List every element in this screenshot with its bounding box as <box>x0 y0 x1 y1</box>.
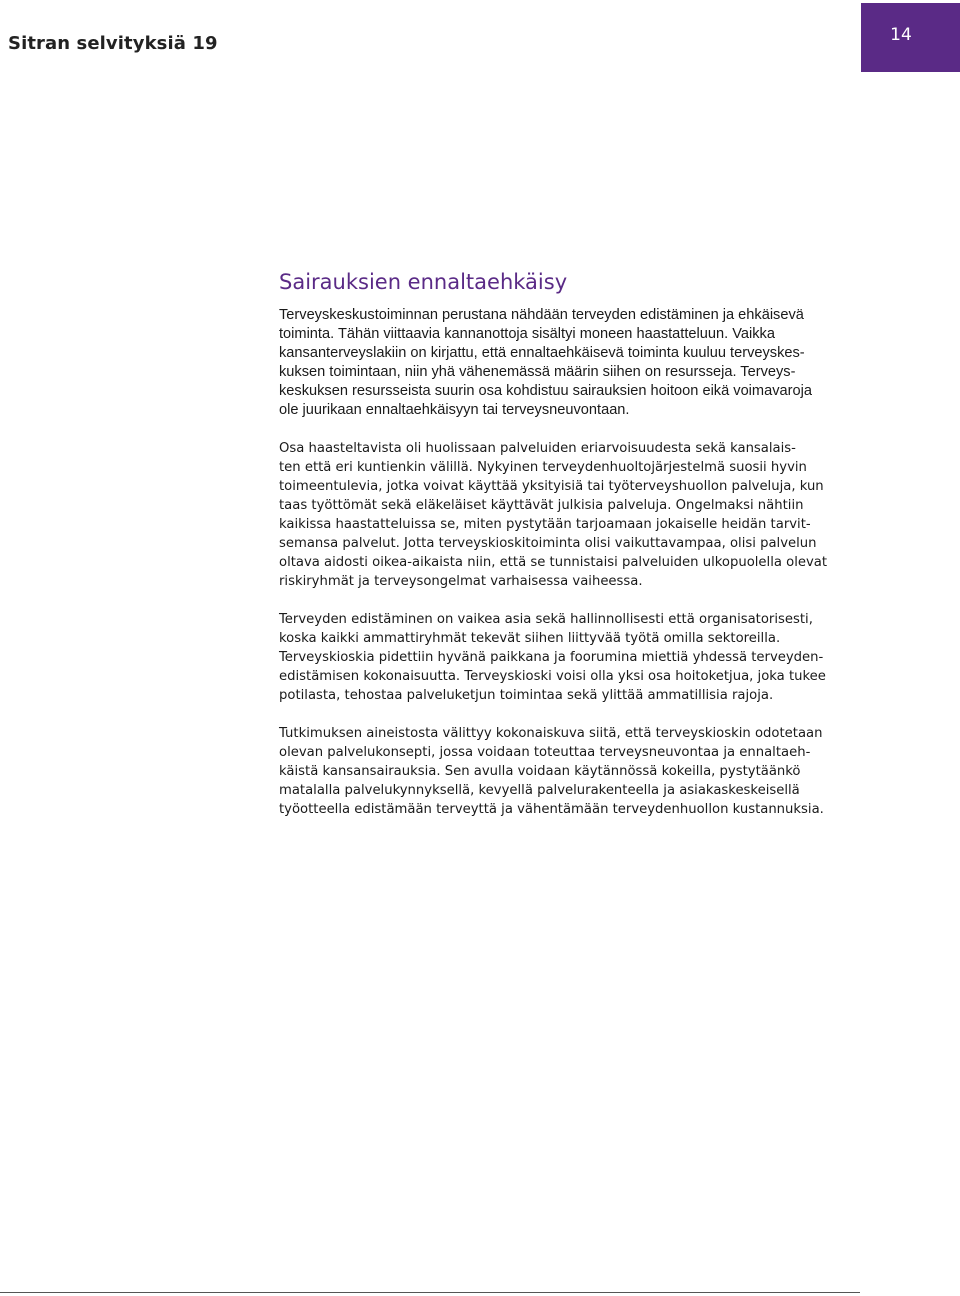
text-line: kuksen toimintaan, niin yhä vähenemässä määrin siihen on resursseja. Terveys- <box>279 364 796 380</box>
paragraph-1 <box>279 306 879 420</box>
paragraph-2 <box>279 439 879 591</box>
text-line: toiminta. Tähän viittaavia kannanottoja sisältyi moneen haastatteluun. Vaikka <box>279 326 775 342</box>
text-line: Tutkimuksen aineistosta välittyy kokonaiskuva siitä, että terveyskioskin odotetaan <box>279 726 823 741</box>
text-line: olevan palvelukonsepti, jossa voidaan toteuttaa terveysneuvontaa ja ennaltaeh- <box>279 745 811 760</box>
page-number: 14 <box>890 25 912 45</box>
text-line: Terveyskioskia pidettiin hyvänä paikkana ja foorumina miettiä yhdessä terveyden- <box>279 650 824 665</box>
text-line: ole juurikaan ennaltaehkäisyyn tai terveysneuvontaan. <box>279 402 630 418</box>
text-line: Osa haasteltavista oli huolissaan palveluiden eriarvoisuudesta sekä kansalais- <box>279 441 796 456</box>
text-line: keskuksen resursseista suurin osa kohdistuu sairauksien hoitoon eikä voimavaroja <box>279 383 812 399</box>
section-content <box>279 268 879 819</box>
text-line: riskiryhmät ja terveysongelmat varhaisessa vaiheessa. <box>279 574 643 589</box>
text-line: potilasta, tehostaa palveluketjun toimintaa sekä ylittää ammatillisia rajoja. <box>279 688 774 703</box>
text-line: oltava aidosti oikea-aikaista niin, että se tunnistaisi palveluiden ulkopuolella olevat <box>279 555 828 570</box>
paragraph-3 <box>279 610 879 705</box>
text-line: edistämisen kokonaisuutta. Terveyskioski voisi olla yksi osa hoitoketjua, joka tukee <box>279 669 826 684</box>
text-line: taas työttömät sekä eläkeläiset käyttävät julkisia palveluja. Ongelmaksi nähtiin <box>279 498 804 513</box>
text-line: ten että eri kuntienkin välillä. Nykyinen terveydenhuoltojärjestelmä suosii hyvin <box>279 460 807 475</box>
text-line: semansa palvelut. Jotta terveyskioskitoiminta olisi vaikuttavampaa, olisi palvelun <box>279 536 817 551</box>
text-line: matalalla palvelukynnyksellä, kevyellä palvelurakenteella ja asiakaskeskeisellä <box>279 783 800 798</box>
text-line: koska kaikki ammattiryhmät tekevät siihen liittyvää työtä omilla sektoreilla. <box>279 631 781 646</box>
text-line: työotteella edistämään terveyttä ja vähentämään terveydenhuollon kustannuksia. <box>279 802 824 817</box>
text-line: Terveyskeskustoiminnan perustana nähdään terveyden edistäminen ja ehkäisevä <box>279 307 804 323</box>
text-line: kaikissa haastatteluissa se, miten pystytään tarjoamaan jokaiselle heidän tarvit- <box>279 517 811 532</box>
section-title: Sairauksien ennaltaehkäisy <box>279 270 568 294</box>
running-title: Sitran selvityksiä 19 <box>8 33 218 54</box>
text-line: kansanterveyslakiin on kirjattu, että ennaltaehkäisevä toiminta kuuluu terveyskes- <box>279 345 805 361</box>
text-line: käistä kansansairauksia. Sen avulla voidaan käytännössä kokeilla, pystytäänkö <box>279 764 801 779</box>
bottom-divider <box>0 1292 860 1293</box>
text-line: Terveyden edistäminen on vaikea asia sekä hallinnollisesti että organisatorisesti, <box>279 612 813 627</box>
paragraph-4 <box>279 724 879 819</box>
page-number-box <box>861 3 960 72</box>
text-line: toimeentulevia, jotka voivat käyttää yksityisiä tai työterveyshuollon palveluja, kun <box>279 479 824 494</box>
